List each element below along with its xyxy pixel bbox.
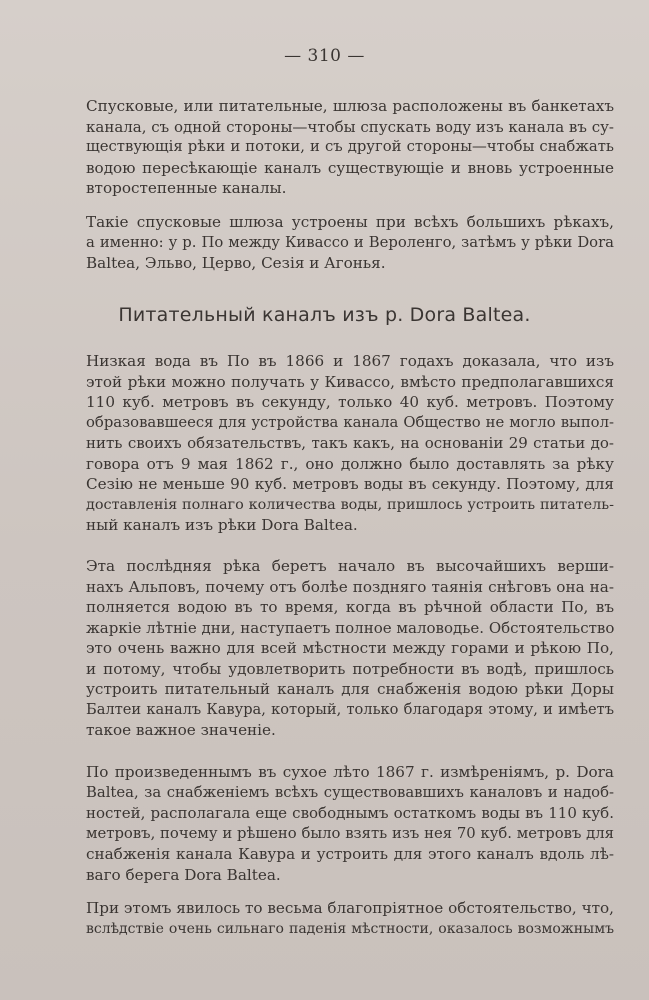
text-line: образовавшееся для устройства канала Общество не могло выпол- [86,413,614,431]
text-line: Baltea, Эльво, Церво, Сезія и Агонья. [86,254,386,272]
text-line: а именно: у р. По между Кивассо и Вероленго, затѣмъ у рѣки Dora [86,233,614,251]
text-line: второстепенные каналы. [86,179,287,197]
section-heading: Питательный каналъ изъ р. Dora Baltea. [118,304,531,326]
text-line: такое важное значеніе. [86,721,276,739]
text-line: ный каналъ изъ рѣки Dora Baltea. [86,516,358,534]
text-line: ваго берега Dora Baltea. [86,865,281,884]
text-line: Спусковые, или питательные, шлюза расположены въ банкетахъ [86,97,614,115]
text-line: ществующія рѣки и потоки, и съ другой стороны—чтобы снабжать [86,138,614,155]
text-line: 110 куб. метровъ въ секунду, только 40 куб. метровъ. Поэтому [86,393,614,411]
text-line: нахъ Альповъ, почему отъ болѣе поздняго таянія снѣговъ она на- [86,577,614,596]
text-line: полняется водою въ то время, когда въ рѣчной области По, въ [86,598,614,616]
text-line: При этомъ явилось то весьма благопріятное обстоятельство, что, [86,899,614,917]
text-line: это очень важно для всей мѣстности между горами и рѣкою По, [86,639,614,657]
text-line: вслѣдствіе очень сильнаго паденія мѣстности, оказалось возможнымъ [86,920,614,937]
paragraph-alps [86,556,614,741]
text-line: жаркіе лѣтніе дни, наступаетъ полное маловодье. Обстоятельство [86,618,615,637]
paragraph-measurements [86,762,614,885]
text-line: говора отъ 9 мая 1862 г., оно должно было доставлять за рѣку [86,454,614,473]
text-line: Такіе спусковые шлюза устроены при всѣхъ большихъ рѣкахъ, [86,213,614,231]
text-line: водою пересѣкающіе каналъ существующіе и вновь устроенные [86,158,614,177]
paragraph-sluices [86,96,614,199]
text-line: Низкая вода въ По въ 1866 и 1867 годахъ доказала, что изъ [86,352,614,370]
paragraph-terrain [86,898,614,939]
text-line: и потому, чтобы удовлетворить потребности въ водѣ, пришлось [86,659,614,678]
text-line: этой рѣки можно получать у Кивассо, вмѣсто предполагавшихся [86,372,614,391]
text-line: Сезію не меньше 90 куб. метровъ воды въ секунду. Поэтому, для [86,475,614,493]
text-line: Балтеи каналъ Кавура, который, только благодаря этому, и имѣетъ [86,700,614,718]
text-line: Baltea, за снабженіемъ всѣхъ существовавшихъ каналовъ и надоб- [86,783,614,801]
text-line: доставленія полнаго количества воды, пришлось устроить питатель- [86,496,614,513]
text-line: По произведеннымъ въ сухое лѣто 1867 г. измѣреніямъ, р. Dora [86,763,614,781]
text-line: канала, съ одной стороны—чтобы спускать воду изъ канала въ су- [86,117,614,136]
page-number: — 310 — [284,46,365,66]
paragraph-rivers [86,212,614,274]
text-line: устроить питательный каналъ для снабженія водою рѣки Доры [86,680,614,698]
text-line: снабженія канала Кавура и устроить для этого каналъ вдоль лѣ- [86,845,614,863]
text-line: метровъ, почему и рѣшено было взять изъ нея 70 куб. метровъ для [86,824,614,842]
text-line: Эта послѣдняя рѣка беретъ начало въ высочайшихъ верши- [86,557,614,575]
text-line: ностей, располагала еще свободнымъ остаткомъ воды въ 110 куб. [86,804,614,822]
text-line: нить своихъ обязательствъ, такъ какъ, на основаніи 29 статьи до- [86,434,614,452]
paragraph-low-water [86,351,614,536]
